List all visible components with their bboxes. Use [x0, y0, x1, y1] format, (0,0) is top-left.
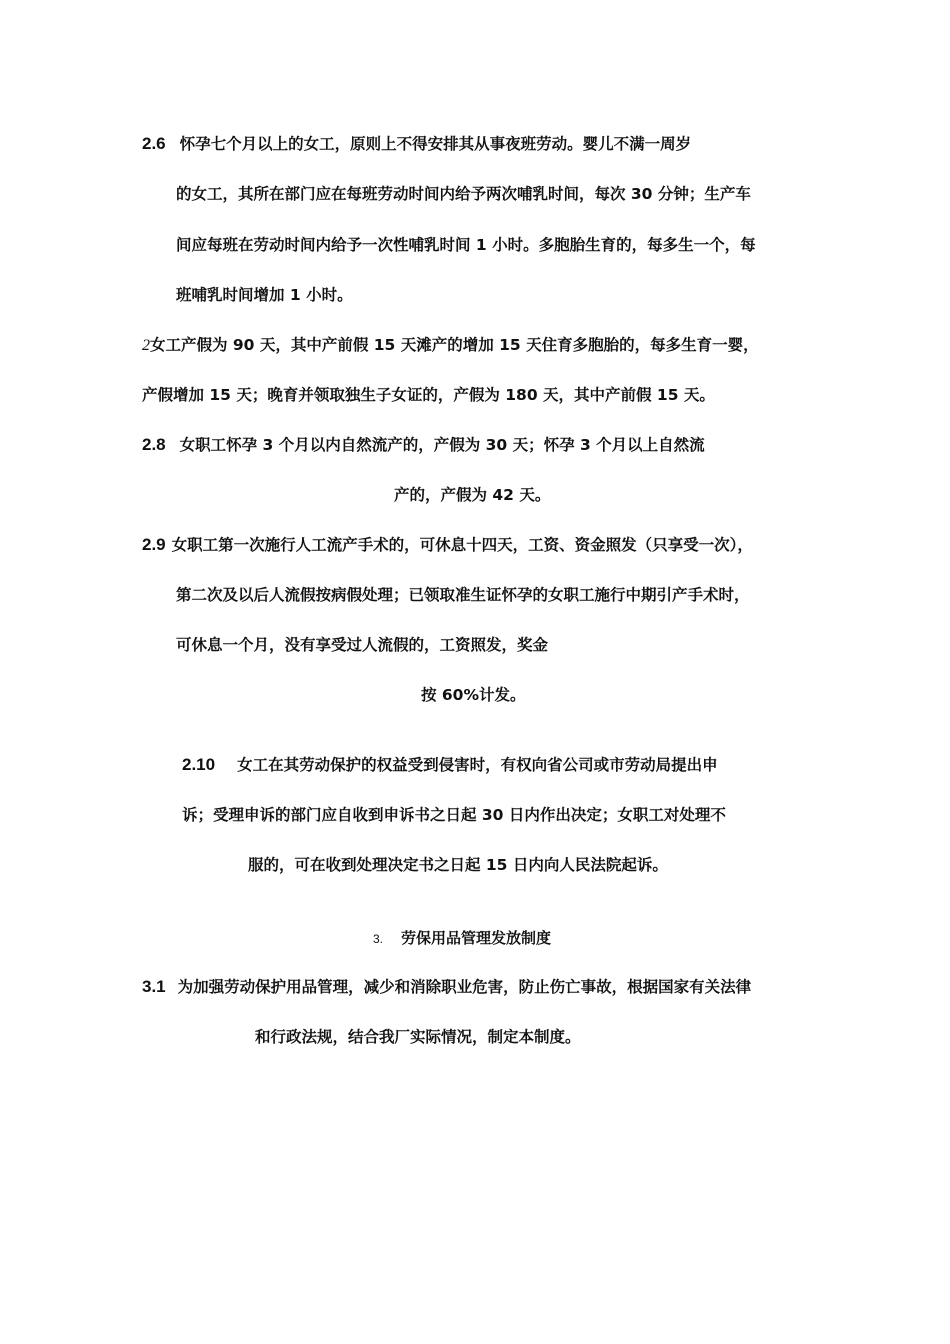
para-2-8-line-1 [142, 435, 705, 455]
paragraph-text: 班哺乳时间增加 1 小时。 [176, 286, 353, 304]
section-number: 2.8 [142, 435, 166, 454]
paragraph-text: 女职工怀孕 3 个月以内自然流产的，产假为 30 天；怀孕 3 个月以上自然流 [179, 436, 705, 454]
para-3-1-line-2 [255, 1027, 581, 1047]
para-2-9-line-1 [142, 535, 753, 555]
paragraph-text: 诉；受理申诉的部门应自收到申诉书之日起 30 日内作出决定；女职工对处理不 [182, 806, 726, 824]
paragraph-text: 怀孕七个月以上的女工，原则上不得安排其从事夜班劳动。婴儿不满一周岁 [179, 135, 692, 153]
para-2-9-line-2 [176, 585, 750, 605]
section-title: 劳保用品管理发放制度 [401, 929, 552, 947]
para-2-6-line-1 [142, 134, 691, 154]
paragraph-text: 女职工第一次施行人工流产手术的，可休息十四天，工资、资金照发（只享受一次）， [171, 536, 753, 554]
section-number: 2 [142, 337, 150, 354]
paragraph-text: 女工产假为 90 天，其中产前假 15 天滩产的增加 15 天住育多胞胎的，每多生育一婴， [150, 336, 759, 354]
para-2-9-line-3 [176, 635, 548, 655]
section-number: 3. [373, 932, 384, 946]
section-number: 3.1 [142, 977, 166, 996]
paragraph-text: 的女工，其所在部门应在每班劳动时间内给予两次哺乳时间，每次 30 分钟；生产车 [176, 185, 751, 203]
para-3-1-line-1 [142, 977, 751, 997]
paragraph-text: 按 60%计发。 [421, 686, 526, 704]
para-2-9-line-4 [421, 685, 526, 705]
para-2-8-line-2 [394, 485, 550, 505]
para-2-6-line-3 [176, 235, 756, 255]
paragraph-text: 为加强劳动保护用品管理，减少和消除职业危害，防止伤亡事故，根据国家有关法律 [177, 978, 752, 996]
section-number: 2.6 [142, 134, 166, 153]
paragraph-text: 产的，产假为 42 天。 [394, 486, 551, 504]
paragraph-text: 第二次及以后人流假按病假处理；已领取准生证怀孕的女职工施行中期引产手术时， [176, 586, 750, 604]
para-2-10-line-1 [182, 755, 718, 775]
section-number: 2.9 [142, 535, 166, 554]
paragraph-text: 女工在其劳动保护的权益受到侵害时，有权向省公司或市劳动局提出申 [237, 756, 718, 774]
para-2-6-line-4 [176, 285, 353, 305]
paragraph-text: 可休息一个月，没有享受过人流假的，工资照发，奖金 [176, 636, 549, 654]
para-2-10-line-2 [182, 805, 726, 825]
paragraph-text: 和行政法规，结合我厂实际情况，制定本制度。 [255, 1028, 581, 1046]
paragraph-text: 服的，可在收到处理决定书之日起 15 日内向人民法院起诉。 [248, 856, 668, 874]
section-number: 2.10 [182, 755, 216, 774]
section-3-heading [373, 928, 551, 949]
paragraph-text: 产假增加 15 天；晚育并领取独生子女证的，产假为 180 天，其中产前假 15 天。 [142, 386, 715, 404]
para-2-7-line-1 [142, 335, 759, 356]
paragraph-text: 间应每班在劳动时间内给予一次性哺乳时间 1 小时。多胞胎生育的，每多生一个，每 [176, 236, 756, 254]
para-2-7-line-2 [142, 385, 715, 405]
para-2-6-line-2 [176, 184, 751, 204]
para-2-10-line-3 [248, 855, 668, 875]
